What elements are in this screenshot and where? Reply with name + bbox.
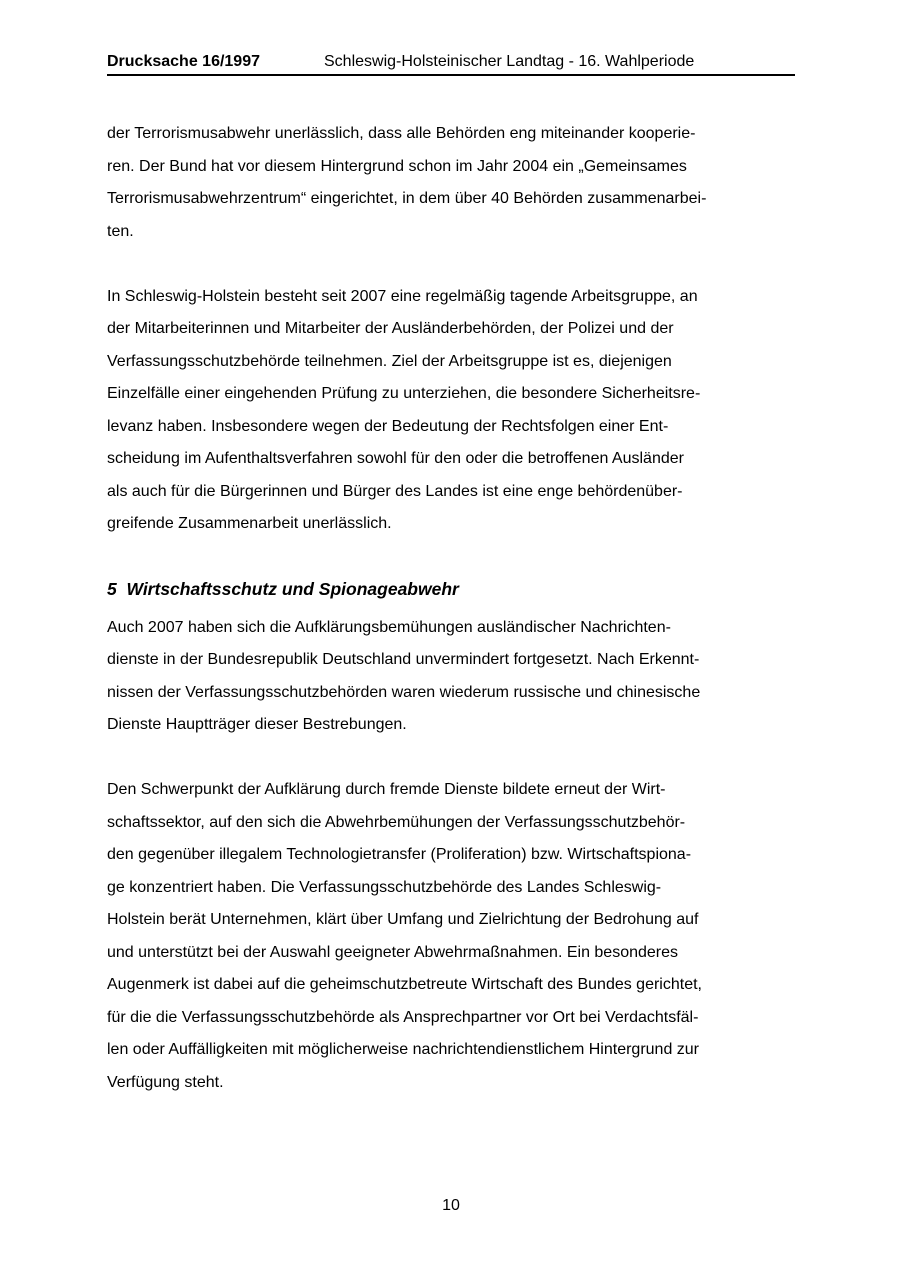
page-footer <box>107 1196 795 1216</box>
paragraph: In Schleswig-Holstein besteht seit 2007 eine regelmäßig tagende Arbeitsgruppe, an der Mitarbeiterinnen und Mitarbeiter der Ausländerbehörden, der Polizei und der Verfassungsschutzbehörde teilnehmen. Ziel der Arbeitsgruppe ist es, diejenigen Einzelfälle einer eingehenden Prüfung zu unterziehen, die besondere Sicherheitsre- levanz haben. Insbesondere wegen der Bedeutung der Rechtsfolgen einer Ent- scheidung im Aufenthaltsverfahren sowohl für den oder die betroffenen Ausländer als auch für die Bürgerinnen und Bürger des Landes ist eine enge behördenüber- greifende Zusammenarbeit unerlässlich. <box>107 287 701 532</box>
header-parliament-title: Schleswig-Holsteinischer Landtag - 16. Wahlperiode <box>324 53 695 70</box>
document-body <box>107 118 799 1132</box>
header-rule <box>107 74 795 76</box>
header-document-number: Drucksache 16/1997 <box>107 53 260 70</box>
paragraph: der Terrorismusabwehr unerlässlich, dass alle Behörden eng miteinander kooperie- ren. Der Bund hat vor diesem Hintergrund schon im Jahr 2004 ein „Gemeinsames Terrorismusabwehrzentrum“ eingerichtet, in dem über 40 Behörden zusammenarbei- ten. <box>107 125 707 240</box>
section-heading: 5 Wirtschaftsschutz und Spionageabwehr <box>107 579 459 599</box>
paragraph: Den Schwerpunkt der Aufklärung durch fremde Dienste bildete erneut der Wirt- schaftssektor, auf den sich die Abwehrbemühungen der Verfassungsschutzbehör- den gegenüber illegalem Technologietransfer (Proliferation) bzw. Wirtschaftspiona- ge konzentriert haben. Die Verfassungsschutzbehörde des Landes Schleswig- Holstein berät Unternehmen, klärt über Umfang und Zielrichtung der Bedrohung auf und unterstützt bei der Auswahl geeigneter Abwehrmaßnahmen. Ein besonderes Augenmerk ist dabei auf die geheimschutzbetreute Wirtschaft des Bundes gerichtet, für die die Verfassungsschutzbehörde als Ansprechpartner vor Ort bei Verdachtsfäl- len oder Auffälligkeiten mit möglicherweise nachrichtendienstlichem Hintergrund zur Verfügung steht. <box>107 781 702 1091</box>
page-header <box>107 52 795 76</box>
page-number: 10 <box>442 1197 460 1214</box>
paragraph: Auch 2007 haben sich die Aufklärungsbemühungen ausländischer Nachrichten- dienste in der Bundesrepublik Deutschland unvermindert fortgesetzt. Nach Erkennt- nissen der Verfassungsschutzbehörden waren wiederum russische und chinesische Dienste Hauptträger dieser Bestrebungen. <box>107 618 701 733</box>
